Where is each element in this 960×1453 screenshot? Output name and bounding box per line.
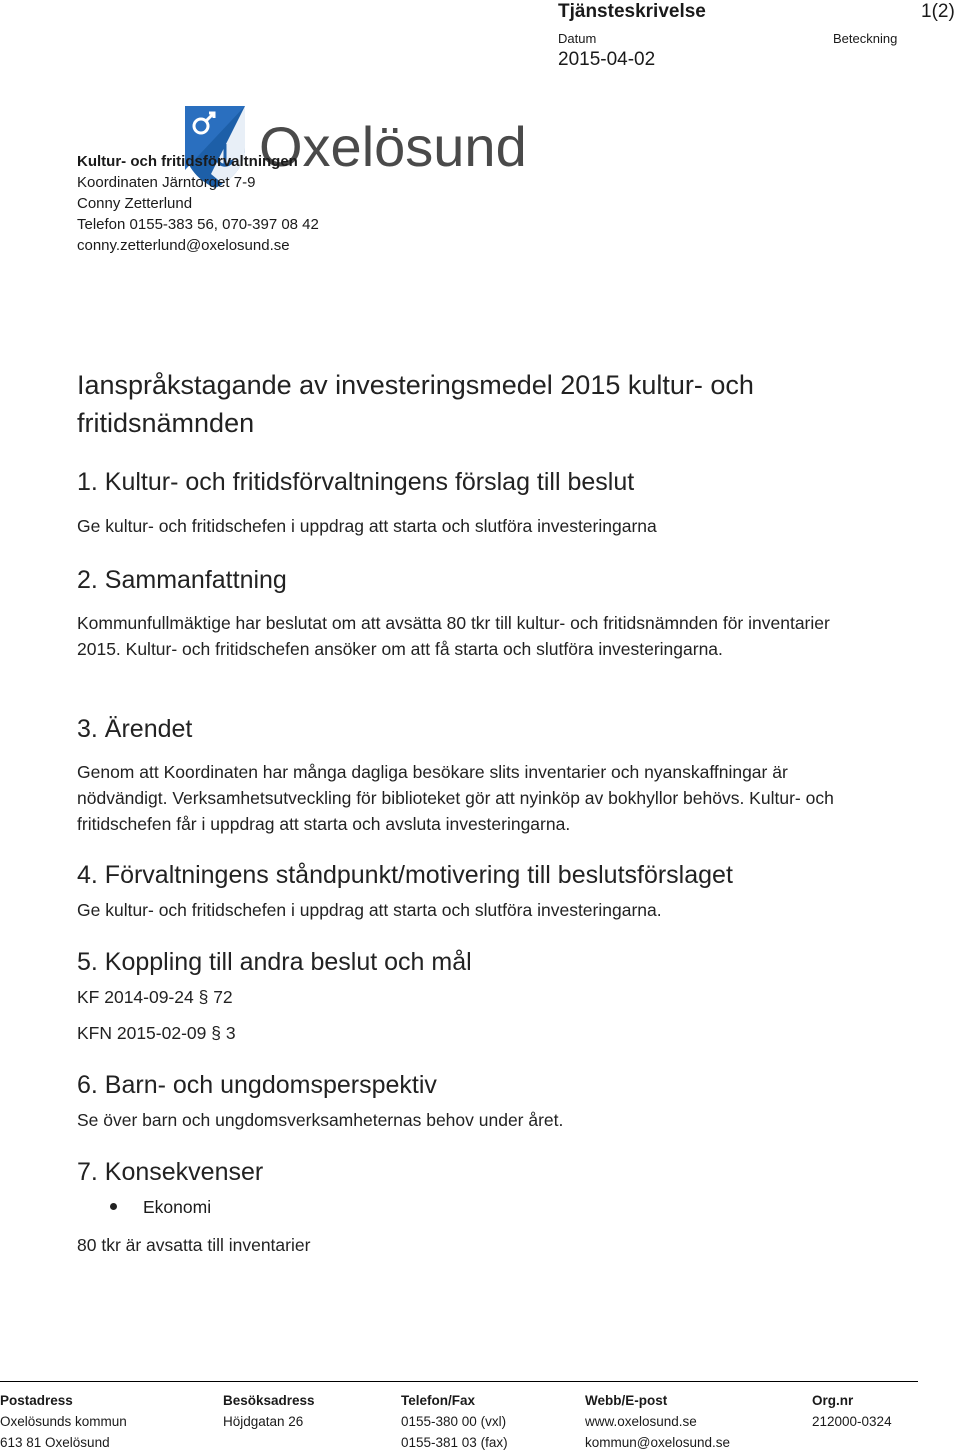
reference-label: Beteckning — [833, 31, 898, 46]
section-2-text: Kommunfullmäktige har beslutat om att avsätta 80 tkr till kultur- och fritidsnämnden för inventarier 2015. Kultur- och fritidschefen ansöker om att få starta och slutföra investeringarna. — [77, 613, 830, 659]
bullet-item — [110, 1194, 211, 1220]
section-7-text: 80 tkr är avsatta till inventarier — [77, 1235, 311, 1255]
sender-email: conny.zetterlund@oxelosund.se — [77, 237, 290, 254]
sender-block — [77, 151, 319, 256]
footer-postadress-line1: Oxelösunds kommun — [0, 1414, 127, 1429]
date-label: Datum — [558, 31, 597, 46]
section-5-reference-1: KF 2014-09-24 § 72 — [77, 987, 233, 1007]
section-7-heading: 7. Konsekvenser — [77, 1158, 264, 1186]
document-type: Tjänsteskrivelse — [558, 1, 706, 22]
bullet-icon — [110, 1203, 117, 1210]
footer-postadress-line2: 613 81 Oxelösund — [0, 1435, 110, 1450]
section-6-heading: 6. Barn- och ungdomsperspektiv — [77, 1071, 437, 1099]
sender-phone: Telefon 0155-383 56, 070-397 08 42 — [77, 216, 319, 233]
footer-postadress-label: Postadress — [0, 1393, 73, 1408]
footer-besoksadress-label: Besöksadress — [223, 1393, 315, 1408]
footer-orgnr-label: Org.nr — [812, 1393, 854, 1408]
footer-orgnr — [812, 1390, 892, 1432]
footer-orgnr-value: 212000-0324 — [812, 1414, 892, 1429]
sender-organisation: Kultur- och fritidsförvaltningen — [77, 153, 298, 170]
section-5-heading: 5. Koppling till andra beslut och mål — [77, 948, 472, 976]
footer-telefon — [401, 1390, 508, 1453]
footer-telefon-line2: 0155-381 03 (fax) — [401, 1435, 508, 1450]
footer-email-link[interactable]: kommun@oxelosund.se — [585, 1435, 731, 1450]
sender-name: Conny Zetterlund — [77, 195, 193, 212]
footer-besoksadress — [223, 1390, 315, 1432]
footer-webb — [585, 1390, 730, 1453]
section-3-heading: 3. Ärendet — [77, 715, 193, 743]
section-1-heading: 1. Kultur- och fritidsförvaltningens förslag till beslut — [77, 468, 635, 496]
page-number: 1(2) — [921, 1, 955, 22]
footer-divider — [0, 1381, 918, 1382]
footer-postadress — [0, 1390, 127, 1453]
footer-webb-link[interactable]: www.oxelosund.se — [585, 1414, 697, 1429]
section-4-heading: 4. Förvaltningens ståndpunkt/motivering till beslutsförslaget — [77, 861, 733, 889]
footer-telefon-label: Telefon/Fax — [401, 1393, 476, 1408]
footer-webb-label: Webb/E-post — [585, 1393, 668, 1408]
section-6-text: Se över barn och ungdomsverksamheternas behov under året. — [77, 1110, 564, 1130]
section-5-reference-2: KFN 2015-02-09 § 3 — [77, 1023, 236, 1043]
document-title: Ianspråkstagande av investeringsmedel 2015 kultur- och fritidsnämnden — [77, 370, 754, 438]
section-1-text: Ge kultur- och fritidschefen i uppdrag att starta och slutföra investeringarna — [77, 516, 657, 536]
section-3-text: Genom att Koordinaten har många dagliga besökare slits inventarier och nyanskaffningar är nödvändigt. Verksamhetsutveckling för biblioteket gör att nyinköp av bokhyllor behövs. Kultur- och fritidschefen får i uppdrag att starta och avsluta investeringarna. — [77, 762, 834, 834]
document-date: 2015-04-02 — [558, 49, 656, 70]
svg-text:Oxelösund: Oxelösund — [259, 115, 527, 178]
footer-besoksadress-line1: Höjdgatan 26 — [223, 1414, 304, 1429]
bullet-text: Ekonomi — [143, 1197, 212, 1217]
sender-address: Koordinaten Järntorget 7-9 — [77, 174, 256, 191]
section-2-heading: 2. Sammanfattning — [77, 566, 287, 594]
section-4-text: Ge kultur- och fritidschefen i uppdrag att starta och slutföra investeringarna. — [77, 900, 662, 920]
footer-telefon-line1: 0155-380 00 (vxl) — [401, 1414, 507, 1429]
